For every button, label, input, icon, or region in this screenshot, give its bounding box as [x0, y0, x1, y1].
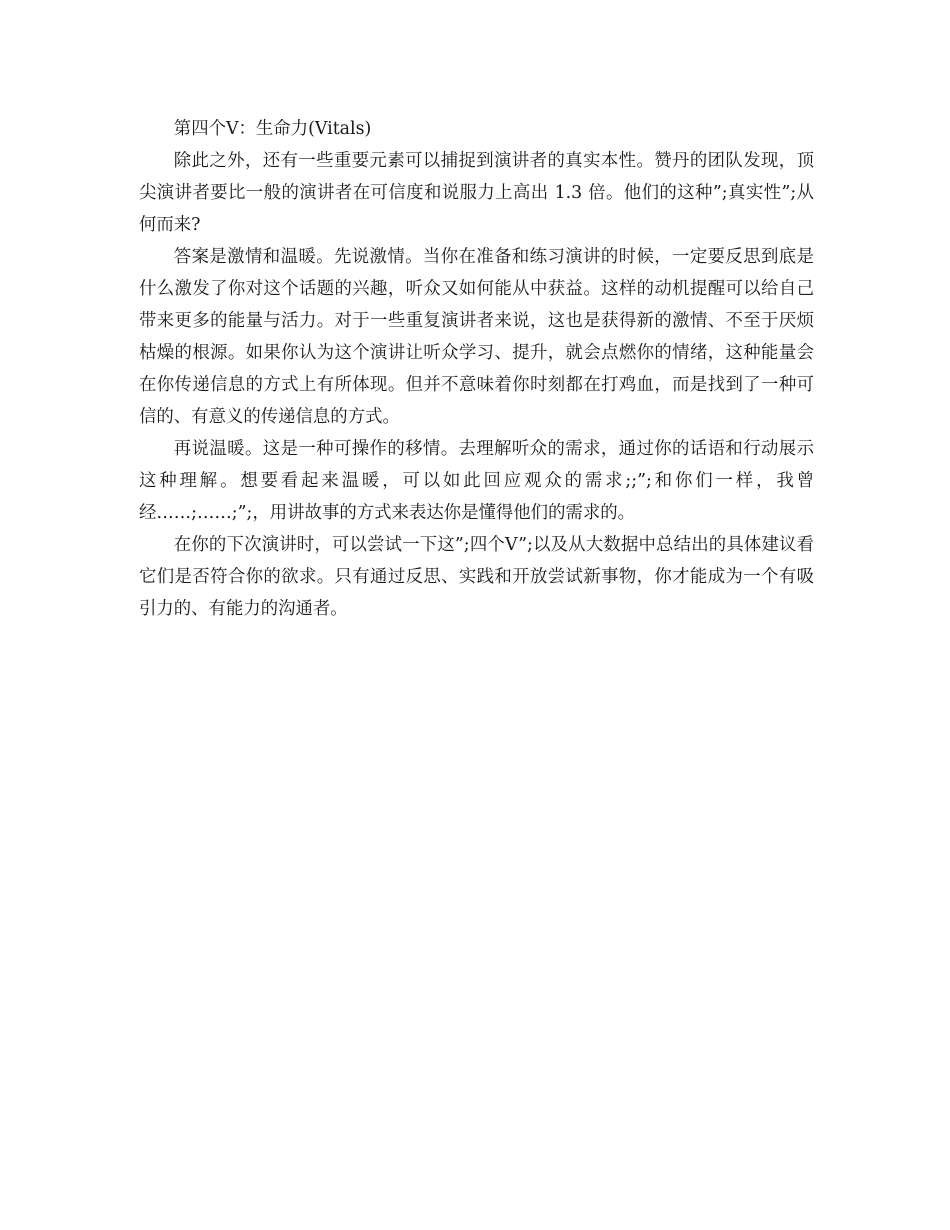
section-heading: 第四个V：生命力(Vitals) — [173, 119, 372, 139]
document-body — [139, 113, 814, 625]
paragraph-conclusion: 在你的下次演讲时，可以尝试一下这”;四个V”;以及从大数据中总结出的具体建议看它们是否符合你的欲求。只有通过反思、实践和开放尝试新事物，你才能成为一个有吸引力的、有能力的沟通者。 — [139, 535, 814, 619]
paragraph-authenticity: 除此之外，还有一些重要元素可以捕捉到演讲者的真实本性。赞丹的团队发现，顶尖演讲者要比一般的演讲者在可信度和说服力上高出 1.3 倍。他们的这种”;真实性”;从何而来? — [139, 151, 814, 235]
paragraph-passion: 答案是激情和温暖。先说激情。当你在准备和练习演讲的时候，一定要反思到底是什么激发了你对这个话题的兴趣，听众又如何能从中获益。这样的动机提醒可以给自己带来更多的能量与活力。对于一些重复演讲者来说，这也是获得新的激情、不至于厌烦枯燥的根源。如果你认为这个演讲让听众学习、提升，就会点燃你的情绪，这种能量会在你传递信息的方式上有所体现。但并不意味着你时刻都在打鸡血，而是找到了一种可信的、有意义的传递信息的方式。 — [139, 247, 814, 427]
paragraph-warmth: 再说温暖。这是一种可操作的移情。去理解听众的需求，通过你的话语和行动展示这种理解。想要看起来温暖，可以如此回应观众的需求;;”;和你们一样，我曾经……;……;”;，用讲故事的方式来表达你是懂得他们的需求的。 — [139, 439, 814, 523]
